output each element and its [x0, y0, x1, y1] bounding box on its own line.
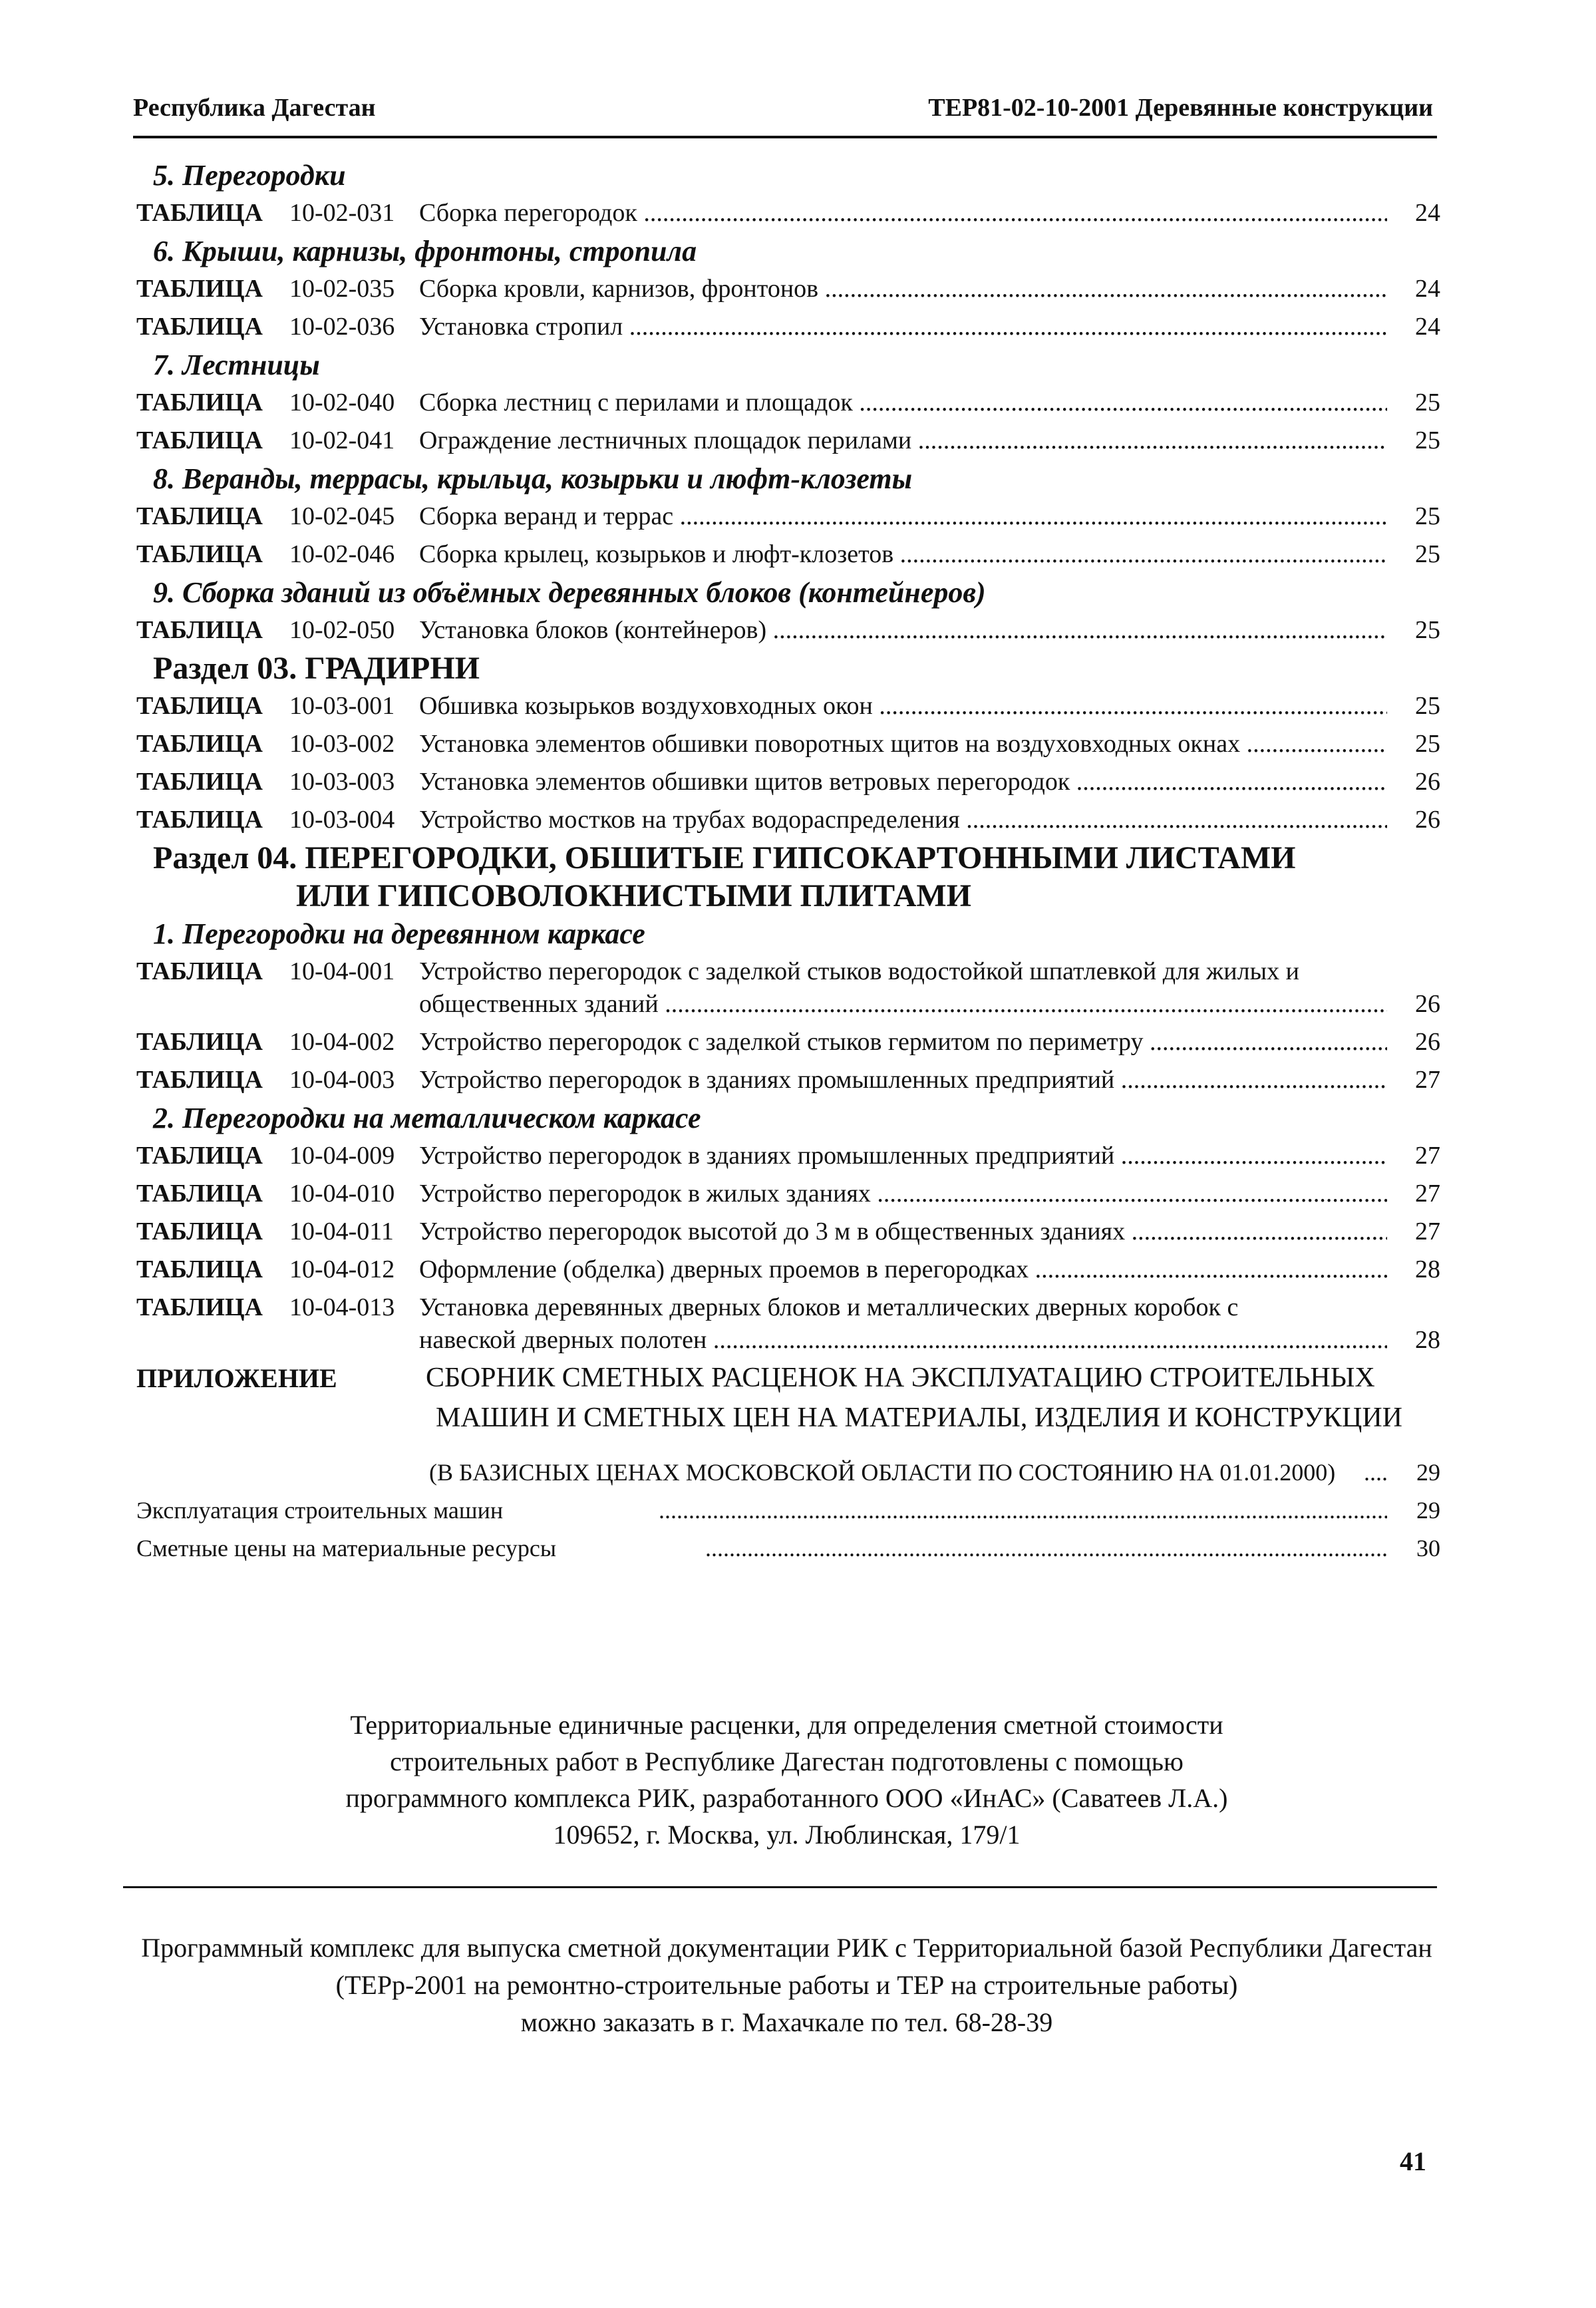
toc-entry[interactable] [133, 308, 1440, 346]
entry-title-with-leader [419, 422, 1387, 460]
entry-title: Обшивка козырьков воздуховходных окон [419, 692, 873, 720]
entry-keyword: ТАБЛИЦА [136, 275, 263, 303]
entry-title: Установка элементов обшивки поворотных щитов на воздуховходных окнах [419, 730, 1241, 758]
table-of-contents [133, 156, 1440, 1567]
entry-keyword: ТАБЛИЦА [136, 768, 263, 796]
entry-code: 10-02-035 [289, 275, 395, 303]
entry-code: 10-02-040 [289, 389, 395, 416]
entry-title-with-leader [419, 1251, 1387, 1289]
entry-keyword: ТАБЛИЦА [136, 1066, 263, 1094]
entry-keyword: ТАБЛИЦА [136, 616, 263, 644]
toc-entry[interactable] [133, 1023, 1440, 1061]
toc-entry[interactable] [133, 1251, 1440, 1289]
credits-line-3: программного комплекса РИК, разработанного ООО «ИнАС» (Саватеев Л.А.) [345, 1783, 1228, 1813]
entry-keyword: ТАБЛИЦА [136, 389, 263, 416]
entry-title-with-leader [419, 725, 1387, 763]
entry-code: 10-02-036 [289, 313, 395, 341]
entry-code: 10-04-002 [289, 1028, 395, 1056]
entry-page: 25 [1415, 616, 1440, 644]
entry-page: 27 [1415, 1180, 1440, 1208]
subsection-heading: 9. Сборка зданий из объёмных деревянных блоков (контейнеров) [153, 576, 986, 609]
credits-line-4: 109652, г. Москва, ул. Люблинская, 179/1 [553, 1820, 1021, 1850]
credits-note [133, 1707, 1440, 1853]
appendix-title-line-3: (В БАЗИСНЫХ ЦЕНАХ МОСКОВСКОЙ ОБЛАСТИ ПО СОСТОЯНИЮ НА 01.01.2000) [429, 1459, 1336, 1486]
entry-title-with-leader [419, 1061, 1387, 1099]
entry-page: 24 [1415, 313, 1440, 341]
entry-page: 27 [1415, 1218, 1440, 1245]
entry-page: 28 [1415, 1326, 1440, 1354]
subsection-heading: 5. Перегородки [153, 159, 346, 192]
entry-keyword: ТАБЛИЦА [136, 199, 263, 227]
entry-keyword: ТАБЛИЦА [136, 806, 263, 834]
entry-title: Устройство перегородок с заделкой стыков гермитом по периметру [419, 1028, 1144, 1056]
entry-page: 28 [1415, 1255, 1440, 1283]
entry-code: 10-03-003 [289, 768, 395, 796]
dot-leader [705, 1530, 1387, 1567]
entry-keyword: ТАБЛИЦА [136, 1142, 263, 1170]
entry-page: 25 [1415, 540, 1440, 568]
entry-page: 25 [1415, 502, 1440, 530]
toc-entry[interactable] [133, 384, 1440, 422]
entry-title: Устройство мостков на трубах водораспределения [419, 806, 960, 834]
subsection-heading: 1. Перегородки на деревянном каркасе [153, 917, 645, 950]
entry-page: 26 [1415, 768, 1440, 796]
entry-code: 10-04-001 [289, 957, 395, 985]
entry-title-line-1: Установка деревянных дверных блоков и металлических дверных коробок с [419, 1293, 1239, 1321]
entry-keyword: ТАБЛИЦА [136, 502, 263, 530]
entry-code: 10-02-050 [289, 616, 395, 644]
entry-title-with-leader [419, 1137, 1387, 1175]
entry-code: 10-04-011 [289, 1218, 394, 1245]
ordering-line-1: Программный комплекс для выпуска сметной документации РИК с Территориальной базой Республики Дагестан [141, 1933, 1432, 1963]
section-heading-continued: ИЛИ ГИПСОВОЛОКНИСТЫМИ ПЛИТАМИ [296, 878, 972, 913]
entry-title: Сборка перегородок [419, 199, 637, 227]
entry-code: 10-04-010 [289, 1180, 395, 1208]
subsection-heading: 8. Веранды, террасы, крыльца, козырьки и люфт-клозеты [153, 462, 913, 495]
entry-page: 24 [1415, 199, 1440, 227]
appendix-item[interactable] [133, 1492, 1440, 1530]
header-right: ТЕР81-02-10-2001 Деревянные конструкции [928, 94, 1433, 122]
entry-title: Сборка лестниц с перилами и площадок [419, 389, 853, 416]
entry-keyword: ТАБЛИЦА [136, 1180, 263, 1208]
toc-entry[interactable] [133, 536, 1440, 574]
entry-title: Сборка кровли, карнизов, фронтонов [419, 275, 819, 303]
entry-page: 25 [1415, 426, 1440, 454]
entry-title: Оформление (обделка) дверных проемов в перегородках [419, 1255, 1029, 1283]
entry-title-with-leader [419, 498, 1387, 536]
header-left: Республика Дагестан [133, 94, 376, 122]
entry-code: 10-02-041 [289, 426, 395, 454]
toc-entry[interactable] [133, 1213, 1440, 1251]
section-heading: Раздел 04. ПЕРЕГОРОДКИ, ОБШИТЫЕ ГИПСОКАРТОННЫМИ ЛИСТАМИ [153, 840, 1296, 876]
appendix-item-page: 29 [1416, 1497, 1440, 1524]
toc-entry[interactable] [133, 1137, 1440, 1175]
entry-keyword: ТАБЛИЦА [136, 313, 263, 341]
entry-page: 25 [1415, 730, 1440, 758]
entry-keyword: ТАБЛИЦА [136, 1218, 263, 1245]
entry-page: 26 [1415, 1028, 1440, 1056]
appendix-entry[interactable] [133, 1454, 1440, 1492]
entry-title: Ограждение лестничных площадок перилами [419, 426, 912, 454]
entry-page: 27 [1415, 1066, 1440, 1094]
appendix-item-title: Сметные цены на материальные ресурсы [136, 1535, 557, 1562]
ordering-note [133, 1929, 1440, 2041]
header-divider [133, 136, 1437, 138]
entry-page: 25 [1415, 692, 1440, 720]
dot-leader [659, 1492, 1387, 1530]
ordering-line-3: можно заказать в г. Махачкале по тел. 68-28-39 [520, 2007, 1053, 2037]
entry-title: Сборка крылец, козырьков и люфт-клозетов [419, 540, 894, 568]
appendix-title-line-2: МАШИН И СМЕТНЫХ ЦЕН НА МАТЕРИАЛЫ, ИЗДЕЛИЯ И КОНСТРУКЦИИ [436, 1402, 1402, 1433]
entry-keyword: ТАБЛИЦА [136, 540, 263, 568]
entry-title: Устройство перегородок в жилых зданиях [419, 1180, 871, 1208]
toc-entry[interactable] [133, 687, 1440, 725]
entry-title: Установка элементов обшивки щитов ветровых перегородок [419, 768, 1070, 796]
entry-page: 26 [1415, 806, 1440, 834]
appendix-item[interactable] [133, 1530, 1440, 1567]
entry-title-with-leader [419, 270, 1387, 308]
entry-title: Устройство перегородок в зданиях промышленных предприятий [419, 1142, 1115, 1170]
toc-entry[interactable] [133, 801, 1440, 839]
toc-entry[interactable] [133, 422, 1440, 460]
entry-title: Сборка веранд и террас [419, 502, 674, 530]
entry-code: 10-04-013 [289, 1293, 395, 1321]
entry-title: Устройство перегородок высотой до 3 м в общественных зданиях [419, 1218, 1126, 1245]
entry-title-with-leader [419, 1213, 1387, 1251]
entry-title-with-leader [419, 801, 1387, 839]
toc-entry[interactable] [133, 1289, 1440, 1359]
entry-code: 10-03-004 [289, 806, 395, 834]
entry-keyword: ТАБЛИЦА [136, 730, 263, 758]
entry-title-with-leader [419, 536, 1387, 574]
entry-keyword: ТАБЛИЦА [136, 692, 263, 720]
footer-divider [123, 1886, 1437, 1888]
entry-code: 10-02-046 [289, 540, 395, 568]
toc-entry[interactable] [133, 1061, 1440, 1099]
appendix-page: 29 [1416, 1459, 1440, 1486]
appendix-title-line-1: СБОРНИК СМЕТНЫХ РАСЦЕНОК НА ЭКСПЛУАТАЦИЮ СТРОИТЕЛЬНЫХ [426, 1363, 1375, 1393]
credits-line-1: Территориальные единичные расценки, для определения сметной стоимости [350, 1710, 1223, 1740]
entry-title-line-2-with-leader [419, 985, 1387, 1023]
entry-keyword: ТАБЛИЦА [136, 1293, 263, 1321]
entry-title-with-leader [419, 1023, 1387, 1061]
entry-code: 10-02-045 [289, 502, 395, 530]
entry-title: Устройство перегородок в зданиях промышленных предприятий [419, 1066, 1115, 1094]
entry-title-with-leader [419, 611, 1387, 649]
dot-leader [1364, 1454, 1387, 1492]
section-heading: Раздел 03. ГРАДИРНИ [153, 651, 480, 686]
entry-page: 27 [1415, 1142, 1440, 1170]
entry-page: 26 [1415, 990, 1440, 1018]
entry-code: 10-03-001 [289, 692, 395, 720]
appendix-item-page: 30 [1416, 1535, 1440, 1562]
entry-keyword: ТАБЛИЦА [136, 957, 263, 985]
entry-keyword: ТАБЛИЦА [136, 1255, 263, 1283]
toc-entry[interactable] [133, 194, 1440, 232]
toc-entry[interactable] [133, 1175, 1440, 1213]
page-number: 41 [1400, 2146, 1426, 2176]
entry-title-line-2: общественных зданий [419, 990, 659, 1018]
entry-code: 10-04-012 [289, 1255, 395, 1283]
subsection-heading: 7. Лестницы [153, 349, 320, 381]
credits-line-2: строительных работ в Республике Дагестан подготовлены с помощью [390, 1746, 1184, 1776]
appendix-item-title: Эксплуатация строительных машин [136, 1497, 504, 1524]
toc-entry[interactable] [133, 725, 1440, 763]
entry-title-with-leader [419, 687, 1387, 725]
entry-code: 10-04-003 [289, 1066, 395, 1094]
toc-entry[interactable] [133, 953, 1440, 1023]
ordering-line-2: (ТЕРр-2001 на ремонтно-строительные работы и ТЕР на строительные работы) [335, 1970, 1238, 2000]
toc-entry[interactable] [133, 611, 1440, 649]
toc-entry[interactable] [133, 763, 1440, 801]
entry-code: 10-04-009 [289, 1142, 395, 1170]
toc-entry[interactable] [133, 498, 1440, 536]
entry-code: 10-02-031 [289, 199, 395, 227]
entry-title: Установка стропил [419, 313, 623, 341]
appendix-heading [133, 1359, 1440, 1454]
entry-title-line-2: навеской дверных полотен [419, 1326, 707, 1354]
entry-title-with-leader [419, 194, 1387, 232]
entry-keyword: ТАБЛИЦА [136, 426, 263, 454]
toc-entry[interactable] [133, 270, 1440, 308]
entry-title-with-leader [419, 1175, 1387, 1213]
entry-title-line-2-with-leader [419, 1321, 1387, 1359]
subsection-heading: 6. Крыши, карнизы, фронтоны, стропила [153, 235, 697, 267]
entry-title-line-1: Устройство перегородок с заделкой стыков водостойкой шпатлевкой для жилых и [419, 957, 1299, 985]
entry-title: Установка блоков (контейнеров) [419, 616, 767, 644]
entry-keyword: ТАБЛИЦА [136, 1028, 263, 1056]
entry-code: 10-03-002 [289, 730, 395, 758]
entry-page: 25 [1415, 389, 1440, 416]
entry-page: 24 [1415, 275, 1440, 303]
entry-title-with-leader [419, 384, 1387, 422]
entry-title-with-leader [419, 763, 1387, 801]
appendix-keyword: ПРИЛОЖЕНИЕ [136, 1363, 337, 1393]
entry-title-with-leader [419, 308, 1387, 346]
subsection-heading: 2. Перегородки на металлическом каркасе [153, 1102, 701, 1134]
